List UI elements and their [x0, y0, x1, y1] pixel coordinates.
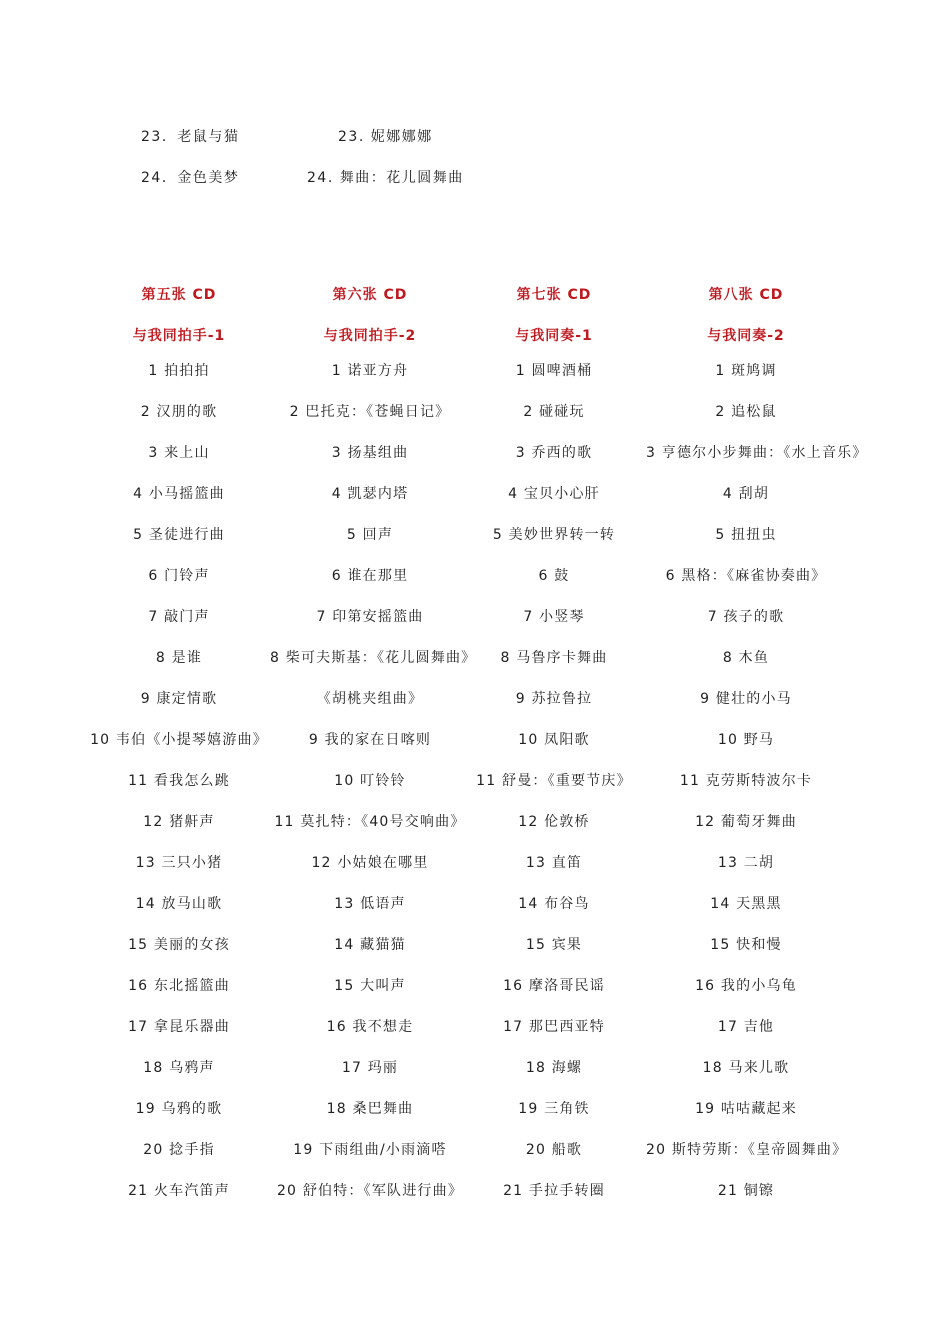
track-item: 15 美丽的女孩 — [128, 937, 230, 953]
track-item: 19 咕咕藏起来 — [695, 1101, 797, 1117]
top-track-left: 24．金色美梦 — [141, 170, 240, 186]
track-item: 11 看我怎么跳 — [128, 773, 230, 789]
track-item: 4 宝贝小心肝 — [508, 486, 600, 502]
top-track-left: 23．老鼠与猫 — [141, 129, 240, 145]
track-item: 6 谁在那里 — [331, 568, 409, 584]
cd-column-6 — [270, 283, 477, 1220]
track-item: 8 是谁 — [155, 650, 203, 666]
track-item: 10 凤阳歌 — [518, 732, 590, 748]
track-item: 1 拍拍拍 — [148, 363, 210, 379]
track-item: 13 三只小猪 — [135, 855, 223, 871]
track-item: 10 叮铃铃 — [334, 773, 406, 789]
track-item: 15 快和慢 — [710, 937, 782, 953]
track-item: 12 伦敦桥 — [518, 814, 590, 830]
track-item: 3 扬基组曲 — [331, 445, 409, 461]
track-item: 5 回声 — [346, 527, 394, 543]
track-item: 21 手拉手转圈 — [503, 1183, 605, 1199]
track-list — [646, 359, 868, 1220]
track-item: 13 直笛 — [525, 855, 583, 871]
track-list — [270, 359, 477, 1220]
track-item: 14 天黑黑 — [710, 896, 782, 912]
track-item: 3 亨德尔小步舞曲：《水上音乐》 — [646, 445, 868, 461]
track-item: 12 猪鼾声 — [143, 814, 215, 830]
track-item: 7 印第安摇篮曲 — [316, 609, 424, 625]
track-item: 1 斑鸠调 — [715, 363, 777, 379]
track-item: 16 东北摇篮曲 — [128, 978, 230, 994]
track-item: 2 汉朋的歌 — [140, 404, 218, 420]
track-item: 18 乌鸦声 — [143, 1060, 215, 1076]
track-item: 9 康定情歌 — [140, 691, 218, 707]
track-item: 19 三角铁 — [518, 1101, 590, 1117]
track-item: 17 拿昆乐器曲 — [128, 1019, 230, 1035]
track-item: 13 低语声 — [334, 896, 406, 912]
track-item: 4 凯瑟内塔 — [331, 486, 409, 502]
track-item: 1 诺亚方舟 — [331, 363, 409, 379]
track-item: 13 二胡 — [717, 855, 775, 871]
track-item: 16 我的小乌龟 — [695, 978, 797, 994]
cd-title: 第八张 CD — [708, 287, 784, 303]
cd-column-7 — [454, 283, 654, 1220]
track-item: 18 桑巴舞曲 — [326, 1101, 414, 1117]
track-item: 10 韦伯《小提琴嬉游曲》 — [90, 732, 268, 748]
track-item: 16 我不想走 — [326, 1019, 414, 1035]
track-item: 4 刮胡 — [722, 486, 770, 502]
track-item: 6 门铃声 — [148, 568, 210, 584]
cd-subtitle: 与我同拍手-2 — [323, 328, 417, 344]
track-item: 11 克劳斯特波尔卡 — [679, 773, 813, 789]
cd-subtitle: 与我同奏-1 — [515, 328, 593, 344]
track-item: 2 巴托克：《苍蝇日记》 — [289, 404, 451, 420]
track-item: 8 木鱼 — [722, 650, 770, 666]
track-item: 1 圆啤酒桶 — [515, 363, 593, 379]
track-item: 17 吉他 — [717, 1019, 775, 1035]
cd-title: 第六张 CD — [332, 287, 408, 303]
track-item: 20 捻手指 — [143, 1142, 215, 1158]
track-list — [79, 359, 279, 1220]
track-item: 14 布谷鸟 — [518, 896, 590, 912]
track-item: 16 摩洛哥民谣 — [503, 978, 605, 994]
track-item: 9 我的家在日喀则 — [308, 732, 432, 748]
track-item: 10 野马 — [717, 732, 775, 748]
cd-column-8 — [646, 283, 868, 1220]
track-item: 21 铜镲 — [717, 1183, 775, 1199]
track-item: 12 小姑娘在哪里 — [311, 855, 429, 871]
track-item: 17 玛丽 — [341, 1060, 399, 1076]
track-item: 14 藏猫猫 — [334, 937, 406, 953]
cd-title: 第五张 CD — [141, 287, 217, 303]
cd-title: 第七张 CD — [516, 287, 592, 303]
top-track-row — [0, 167, 950, 191]
track-item: 20 斯特劳斯：《皇帝圆舞曲》 — [646, 1142, 848, 1158]
track-item: 7 敲门声 — [148, 609, 210, 625]
cd-column-5 — [79, 283, 279, 1220]
track-item: 18 马来儿歌 — [702, 1060, 790, 1076]
cd-subtitle: 与我同奏-2 — [707, 328, 785, 344]
top-track-row — [0, 126, 950, 150]
track-item: 14 放马山歌 — [135, 896, 223, 912]
track-item: 5 扭扭虫 — [715, 527, 777, 543]
track-item: 3 乔西的歌 — [515, 445, 593, 461]
track-item: 6 鼓 — [538, 568, 570, 584]
track-item: 15 宾果 — [525, 937, 583, 953]
track-item: 8 柴可夫斯基：《花儿圆舞曲》 — [270, 650, 477, 666]
cd-subtitle: 与我同拍手-1 — [132, 328, 226, 344]
track-item: 6 黑格：《麻雀协奏曲》 — [665, 568, 827, 584]
track-item: 21 火车汽笛声 — [128, 1183, 230, 1199]
track-item: 《胡桃夹组曲》 — [316, 691, 424, 707]
track-item: 9 苏拉鲁拉 — [515, 691, 593, 707]
track-item: 7 孩子的歌 — [707, 609, 785, 625]
track-item: 8 马鲁序卡舞曲 — [500, 650, 608, 666]
track-item: 18 海螺 — [525, 1060, 583, 1076]
track-item: 3 来上山 — [148, 445, 210, 461]
track-item: 20 船歌 — [525, 1142, 583, 1158]
track-item: 19 乌鸦的歌 — [135, 1101, 223, 1117]
track-list — [454, 359, 654, 1220]
track-item: 17 那巴西亚特 — [503, 1019, 605, 1035]
track-item: 2 碰碰玩 — [523, 404, 585, 420]
track-item: 15 大叫声 — [334, 978, 406, 994]
track-item: 4 小马摇篮曲 — [133, 486, 225, 502]
track-item: 9 健壮的小马 — [700, 691, 792, 707]
track-item: 11 莫扎特：《40号交响曲》 — [274, 814, 466, 830]
track-item: 5 美妙世界转一转 — [492, 527, 616, 543]
track-item: 5 圣徒进行曲 — [133, 527, 225, 543]
track-item: 19 下雨组曲/小雨滴嗒 — [293, 1142, 447, 1158]
top-track-right: 24. 舞曲：花儿圆舞曲 — [307, 170, 464, 186]
track-item: 7 小竖琴 — [523, 609, 585, 625]
track-item: 11 舒曼：《重要节庆》 — [476, 773, 632, 789]
track-item: 12 葡萄牙舞曲 — [695, 814, 797, 830]
top-track-right: 23. 妮娜娜娜 — [338, 129, 433, 145]
track-item: 20 舒伯特：《军队进行曲》 — [276, 1183, 464, 1199]
track-item: 2 追松鼠 — [715, 404, 777, 420]
